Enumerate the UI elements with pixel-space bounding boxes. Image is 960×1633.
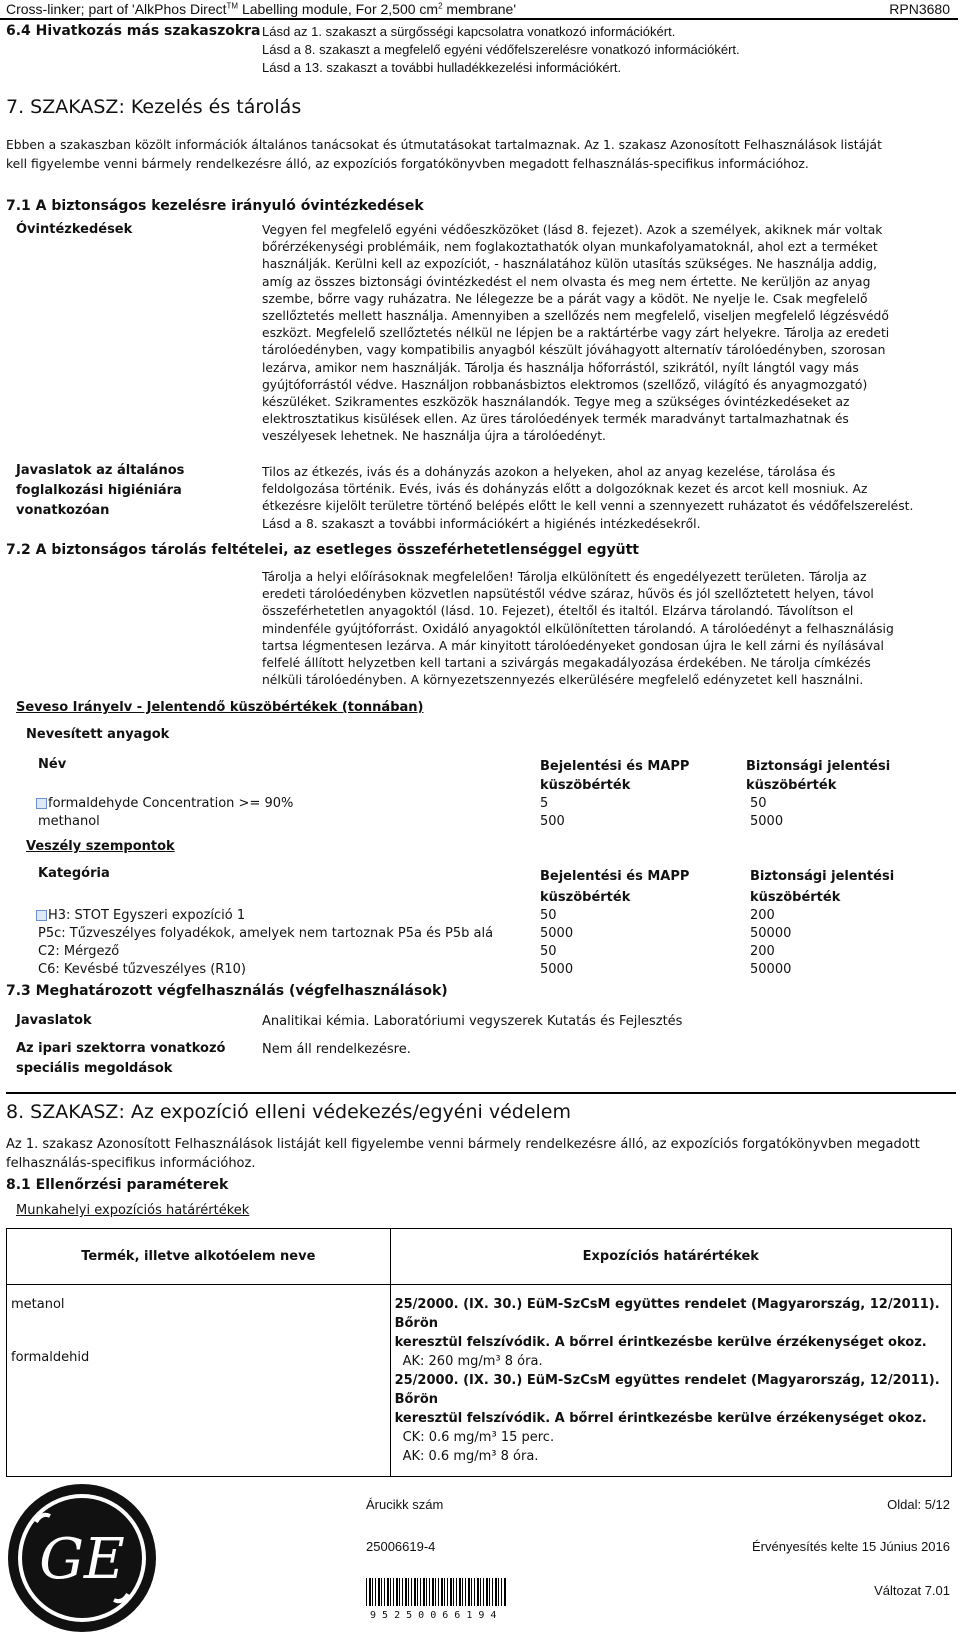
checkbox-icon: [36, 910, 47, 921]
section-6-4-text: Lásd az 1. szakaszt a sürgősségi kapcsolatra vonatkozó információkért. Lásd a 8. szakaszt a megfelelő egyéni védőfelszerelésre vonatkozó információkért. Lásd a 13. szakaszt a további hulladékkezelési információkért.: [262, 24, 740, 75]
validity-date: Érvényesítés kelte 15 Június 2016: [751, 1539, 950, 1554]
item-number: 25006619-4: [366, 1539, 436, 1554]
section-6-4-heading: 6.4 Hivatkozás más szakaszokra: [6, 23, 261, 39]
table-cell: metanol formaldehid: [7, 1285, 391, 1477]
table-row: C6: Kevésbé tűzveszélyes (R10): [38, 962, 246, 977]
industry-solutions-value: Nem áll rendelkezésre.: [262, 1042, 411, 1057]
industry-solutions-label: Az ipari szektorra vonatkozó speciális megoldások: [16, 1041, 226, 1076]
table-cell: 50000: [750, 926, 792, 941]
section-7-1-heading: 7.1 A biztonságos kezelésre irányuló óvintézkedések: [6, 198, 424, 214]
version: Változat 7.01: [874, 1583, 950, 1598]
table-cell: 5000: [540, 926, 574, 941]
table-cell: 50: [540, 908, 557, 923]
table-cell: 25/2000. (IX. 30.) EüM-SzCsM együttes rendelet (Magyarország, 12/2011). Bőrön keresztül felszívódik. A bőrrel érintkezésbe kerülve érzékenységet okoz. AK: 260 mg/m³ 8 óra. 25/2000. (IX. 30.) EüM-SzCsM együttes rendelet (Magyarország, 12/2011). Bőrön keresztül felszívódik. A bőrrel érintkezésbe kerülve érzékenységet okoz. CK: 0.6 mg/m³ 15 perc. AK: 0.6 mg/m³ 8 óra.: [390, 1285, 951, 1477]
header-rule: [0, 18, 958, 20]
barcode-icon: [366, 1578, 506, 1606]
column-header: Expozíciós határértékek: [390, 1229, 951, 1285]
hazard-header-category: Kategória: [38, 866, 110, 881]
logo-lettering: GE: [39, 1527, 125, 1592]
item-number-label: Árucikk szám: [366, 1497, 444, 1512]
table-cell: 50: [540, 944, 557, 959]
table-row: H3: STOT Egyszeri expozíció 1: [36, 908, 245, 923]
table-row: formaldehyde Concentration >= 90%: [36, 796, 293, 811]
named-header-mapp: Bejelentési és MAPP küszöbérték: [540, 759, 690, 793]
document-header-title: Cross-linker; part of 'AlkPhos Direct™ Labelling module, For 2,500 $cm^2$ membrane': [6, 1, 517, 17]
table-cell: 200: [750, 908, 775, 923]
hazard-header-mapp: Bejelentési és MAPP küszöbérték: [540, 869, 690, 905]
section-8-intro: Az 1. szakasz Azonosított Felhasználások listáját kell figyelembe venni bármely rendelkezésre álló, az expozíciós forgatókönyvben megadott felhasználás-specifikus információhoz.: [6, 1137, 920, 1171]
named-substances-title: Nevesített anyagok: [26, 727, 170, 742]
column-header: Termék, illetve alkotóelem neve: [7, 1229, 391, 1285]
table-row: methanol: [38, 814, 100, 829]
table-row: [7, 1285, 952, 1477]
table-cell: 200: [750, 944, 775, 959]
table-cell: 500: [540, 814, 565, 829]
precautions-label: Óvintézkedések: [16, 222, 133, 237]
table-header-row: [7, 1229, 952, 1285]
table-cell: 50000: [750, 962, 792, 977]
table-row: C2: Mérgező: [38, 944, 120, 959]
section-8-1-heading: 8.1 Ellenőrzési paraméterek: [6, 1177, 229, 1193]
table-row: P5c: Tűzveszélyes folyadékok, amelyek nem tartoznak P5a és P5b alá: [38, 926, 494, 941]
table-cell: 50: [750, 796, 767, 811]
seveso-title: Seveso Irányelv - Jelentendő küszöbértékek (tonnában): [16, 700, 424, 715]
named-header-name: Név: [38, 757, 67, 772]
table-cell: 5000: [540, 962, 574, 977]
hygiene-label: Javaslatok az általános foglalkozási higiéniára vonatkozóan: [16, 463, 185, 518]
hazard-aspects-title: Veszély szempontok: [26, 839, 175, 854]
section-divider: [6, 1092, 956, 1094]
section-7-heading: 7. SZAKASZ: Kezelés és tárolás: [6, 96, 302, 118]
section-7-3-heading: 7.3 Meghatározott végfelhasználás (végfelhasználások): [6, 983, 448, 999]
storage-text: Tárolja a helyi előírásoknak megfelelően! Tárolja elkülönített és engedélyezett területen. Tárolja az eredeti tárolóedényben közvetlen napsütéstől védve száraz, hűvös és jól szellőztetett helyen, távol összeférhetetlen anyagoktól (lásd. 10. Fejezet), ételtől és italtól. Elzárva tárolandó. Távolítson el mindenféle gyújtóforrást. Oxidáló anyagoktól elkülönítetten tárolandó. A tárolóedényt a felhasználásig tartsa légmentesen lezárva. A már kinyitott tárolóedényeket gondosan újra le kell zárni és nyílásával felfelé állított helyzetben kell tartani a szivárgás megakadályozása érdekében. Ne tárolja címkézés nélküli tárolóedényben. A környezetszennyezés elkerülésére megfelelő edényzetet kell használni.: [262, 570, 894, 688]
recommendations-value: Analitikai kémia. Laboratóriumi vegyszerek Kutatás és Fejlesztés: [262, 1014, 683, 1029]
hazard-header-safety: Biztonsági jelentési küszöbérték: [750, 869, 895, 905]
page-number: Oldal: 5/12: [887, 1497, 950, 1512]
exposure-limits-table: [6, 1228, 952, 1477]
checkbox-icon: [36, 798, 47, 809]
named-header-safety: Biztonsági jelentési küszöbérték: [746, 759, 891, 793]
document-code: RPN3680: [889, 1, 950, 17]
section-7-intro: Ebben a szakaszban közölt információk általános tanácsokat és útmutatásokat tartalmaznak. Az 1. szakasz Azonosított Felhasználások listáját kell figyelembe venni bármely rendelkezésre álló, az expozíciós forgatókönyvben megadott felhasználás-specifikus információhoz.: [6, 138, 882, 171]
precautions-text: Vegyen fel megfelelő egyéni védőeszközöket (lásd 8. fejezet). Azok a személyek, akiknek már voltak bőrérzékenységi problémáik, nem foglakoztathatók olyan munkafolyamatoknál, ahol ezt a terméket használják. Kerülni kell az expozíciót, - használatához külön utasítás szükséges. Ne használja addig, amíg az összes biztonsági óvintézkedést el nem olvasta és meg nem értette. Ne kerüljön az anyag szembe, bőrre vagy ruházatra. Ne lélegezze be a párát vagy a ködöt. Ne nyelje le. Csak megfelelő szellőztetés mellett használja. Amennyiben a szellőzés nem megfelelő, viseljen megfelelő légzésvédő eszközt. Megfelelő szellőztetés nélkül ne lépjen be a raktártérbe vagy zárt helyekre. Tárolja az eredeti tárolóedényben, vagy kompatibilis anyagból készült jóváhagyott alternatív tárolóedényben, szorosan lezárva, amikor nem használják. Tárolja és használja hőforrástól, szikrától, nyílt lángtól vagy más gyújtóforrástól védve. Használjon robbanásbiztos elektromos (szellőző, világító és anyagmozgató) készüléket. Szikramentes eszközök használandók. Tegye meg a szükséges óvintézkedéseket az elektrosztatikus kisülések ellen. Az üres tárolóedények termék maradványt tartalmazhatnak és veszélyesek lehetnek. Ne használja újra a tárolóedényt.: [262, 223, 890, 444]
table-cell: 5000: [750, 814, 784, 829]
hygiene-text: Tilos az étkezés, ivás és a dohányzás azokon a helyeken, ahol az anyag kezelése, tárolása és feldolgozása történik. Evés, ivás és dohányzás előtt a dolgozóknak kezet és arcot kell mosniuk. Az étkezésre kijelölt területre történő belépés előtt le kell venni a szennyezett ruházatot és védőfelszerelést. Lásd a 8. szakaszt a további információkért a higiénés intézkedésekről.: [262, 465, 914, 531]
section-8-heading: 8. SZAKASZ: Az expozíció elleni védekezés/egyéni védelem: [6, 1101, 571, 1123]
table-cell: 5: [540, 796, 549, 811]
recommendations-label: Javaslatok: [16, 1013, 92, 1028]
exposure-limits-title: Munkahelyi expozíciós határértékek: [16, 1203, 250, 1218]
barcode-digits: 9 5 2 5 0 0 6 6 1 9 4: [370, 1610, 497, 1621]
ge-logo-icon: [6, 1482, 158, 1633]
section-7-2-heading: 7.2 A biztonságos tárolás feltételei, az esetleges összeférhetetlenséggel együtt: [6, 542, 639, 558]
